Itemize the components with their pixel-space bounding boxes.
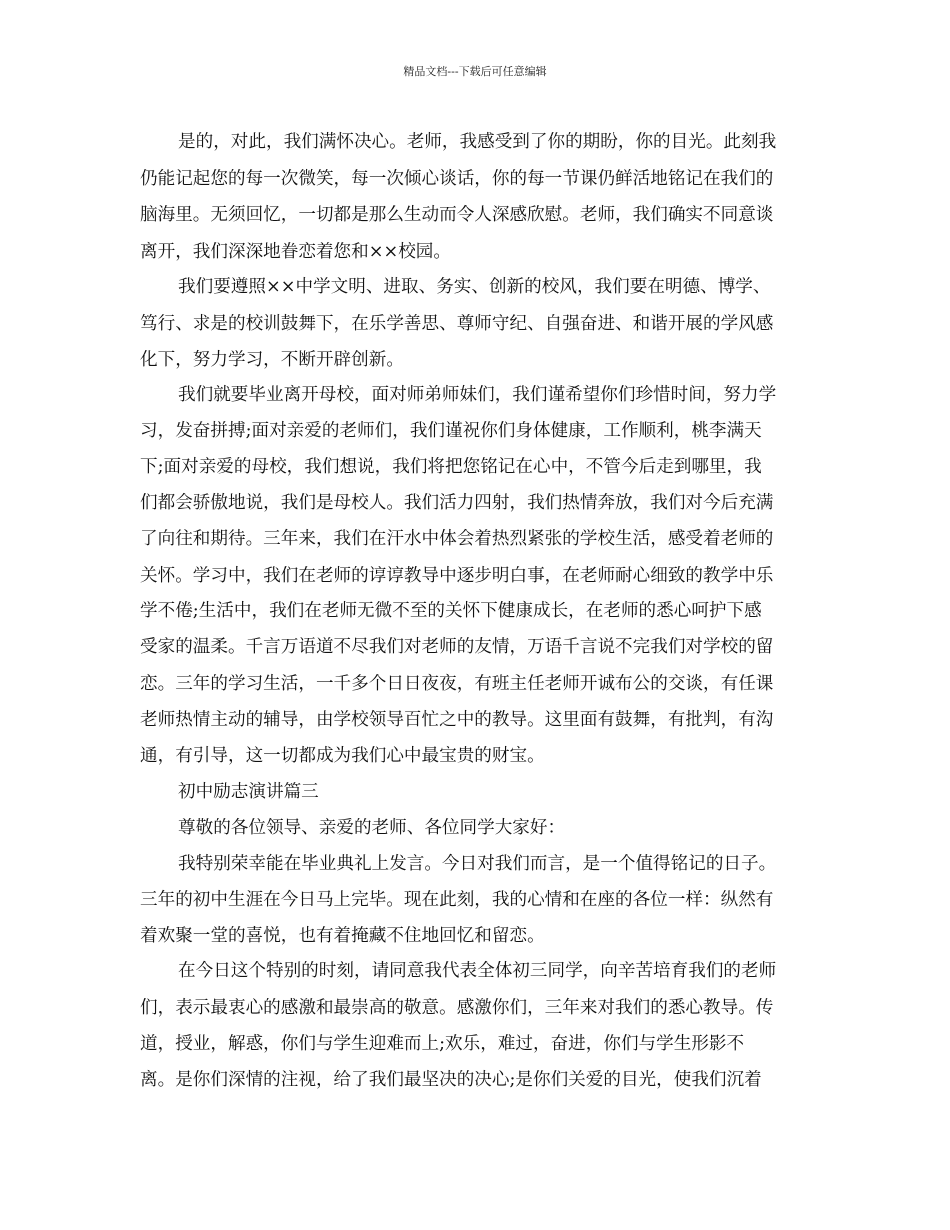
- text-line: 们，表示最衷心的感激和最崇高的敬意。感激你们，三年来对我们的悉心教导。传: [140, 998, 774, 1018]
- text-line: 了向往和期待。三年来，我们在汗水中体会着热烈紧张的学校生活，感受着老师的: [140, 529, 774, 549]
- salutation: 尊敬的各位领导、亲爱的老师、各位同学大家好：: [178, 818, 566, 838]
- text-line: 脑海里。无须回忆，一切都是那么生动而令人深感欣慰。老师，我们确实不同意谈: [140, 205, 774, 225]
- text-line: 三年的初中生涯在今日马上完毕。现在此刻，我的心情和在座的各位一样：纵然有: [140, 890, 774, 910]
- text-line: 在今日这个特别的时刻，请同意我代表全体初三同学，向辛苦培育我们的老师: [178, 961, 777, 981]
- text-line: 离开，我们深深地眷恋着您和××校园。: [140, 242, 451, 262]
- text-line: 笃行、求是的校训鼓舞下，在乐学善思、尊师守纪、自强奋进、和谐开展的学风感: [140, 314, 774, 334]
- text-line: 习，发奋拼搏;面对亲爱的老师们，我们谨祝你们身体健康，工作顺利，桃李满天: [140, 421, 762, 441]
- section-heading: 初中励志演讲篇三: [178, 782, 319, 802]
- text-line: 通，有引导，这一切都成为我们心中最宝贵的财宝。: [140, 746, 545, 766]
- text-line: 我们要遵照××中学文明、进取、务实、创新的校风，我们要在明德、博学、: [178, 277, 771, 297]
- text-line: 我们就要毕业离开母校，面对师弟师妹们，我们谨希望你们珍惜时间，努力学: [178, 385, 777, 405]
- text-line: 仍能记起您的每一次微笑，每一次倾心谈话，你的每一节课仍鲜活地铭记在我们的: [140, 169, 774, 189]
- text-line: 化下，努力学习，不断开辟创新。: [140, 350, 404, 370]
- text-line: 关怀。学习中，我们在老师的谆谆教导中逐步明白事，在老师耐心细致的教学中乐: [140, 566, 774, 586]
- text-line: 下;面对亲爱的母校，我们想说，我们将把您铭记在心中，不管今后走到哪里，我: [140, 457, 762, 477]
- text-line: 着欢聚一堂的喜悦，也有着掩藏不住地回忆和留恋。: [140, 926, 545, 946]
- text-line: 学不倦;生活中，我们在老师无微不至的关怀下健康成长，在老师的悉心呵护下感: [140, 601, 762, 621]
- text-line: 离。是你们深情的注视，给了我们最坚决的决心;是你们关爱的目光，使我们沉着: [140, 1070, 762, 1090]
- text-line: 恋。三年的学习生活，一千多个日日夜夜，有班主任老师开诚布公的交谈，有任课: [140, 674, 774, 694]
- text-line: 我特别荣幸能在毕业典礼上发言。今日对我们而言，是一个值得铭记的日子。: [178, 854, 777, 874]
- text-line: 是的，对此，我们满怀决心。老师，我感受到了你的期盼，你的目光。此刻我: [178, 132, 777, 152]
- text-line: 道，授业，解惑，你们与学生迎难而上;欢乐，难过，奋进，你们与学生形影不: [140, 1034, 745, 1054]
- text-line: 受家的温柔。千言万语道不尽我们对老师的友情，万语千言说不完我们对学校的留: [140, 637, 774, 657]
- page-header: 精品文档---下载后可任意编辑: [403, 65, 547, 78]
- text-line: 们都会骄傲地说，我们是母校人。我们活力四射，我们热情奔放，我们对今后充满: [140, 493, 774, 513]
- text-line: 老师热情主动的辅导，由学校领导百忙之中的教导。这里面有鼓舞，有批判，有沟: [140, 710, 774, 730]
